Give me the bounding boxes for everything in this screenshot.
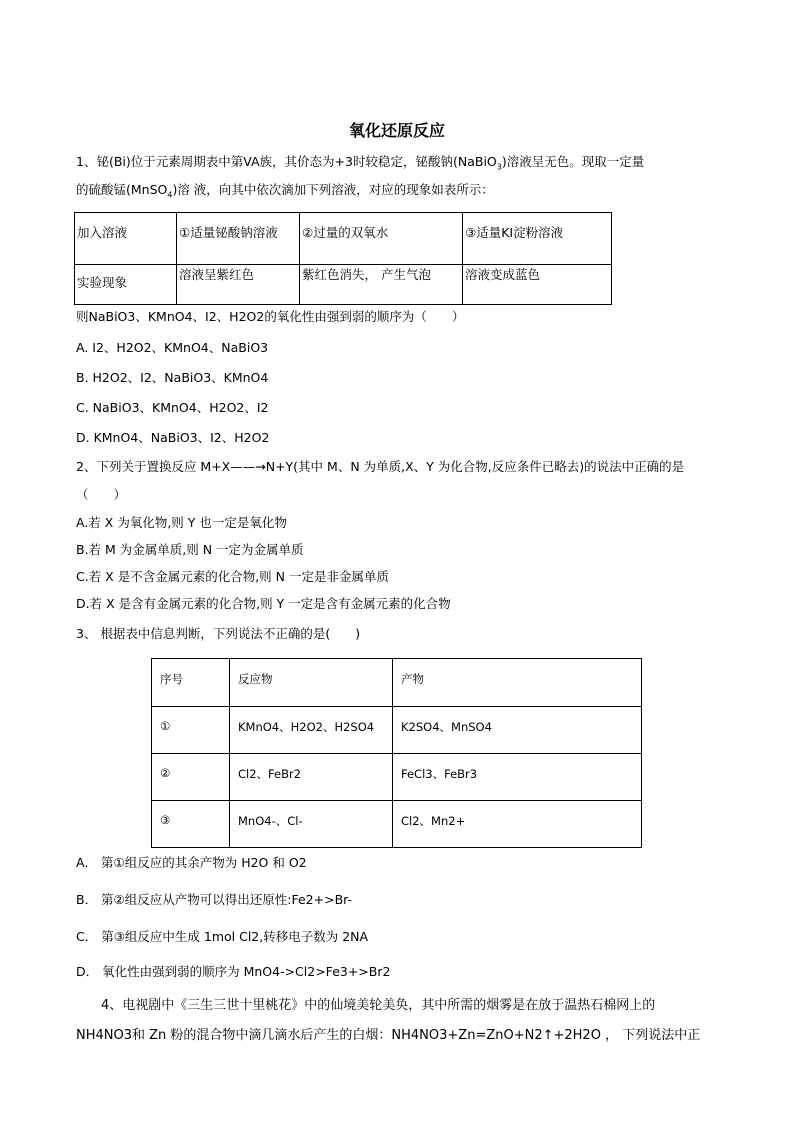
q1-cell: 溶液变成蓝色 xyxy=(463,265,612,305)
q2-option-d: D.若 X 是含有金属元素的化合物,则 Y 一定是含有金属元素的化合物 xyxy=(76,596,451,611)
q3-cell: ③ xyxy=(152,801,230,848)
q3-cell: MnO4-、Cl- xyxy=(230,801,393,848)
q1-line1 xyxy=(76,153,644,177)
q1-line2-sub: 4 xyxy=(167,190,173,200)
q3-cell: K2SO4、MnSO4 xyxy=(393,707,642,754)
q1-cell: ③适量KI淀粉溶液 xyxy=(463,213,612,265)
q3-cell: Cl2、Mn2+ xyxy=(393,801,642,848)
q1-line2 xyxy=(76,181,494,205)
q3-header-cell: 反应物 xyxy=(230,659,393,707)
q3-cell: ② xyxy=(152,754,230,801)
q1-option-d: D. KMnO4、NaBiO3、I2、H2O2 xyxy=(76,430,270,445)
q1-option-b: B. H2O2、I2、NaBiO3、KMnO4 xyxy=(76,370,269,385)
q3-header-cell: 产物 xyxy=(393,659,642,707)
q2-stem: 2、下列关于置换反应 M+X——→N+Y(其中 M、N 为单质,X、Y 为化合物,反应条件已略去)的说法中正确的是 xyxy=(76,459,685,474)
q1-cell: 紫红色消失， 产生气泡 xyxy=(300,265,463,305)
q3-cell: Cl2、FeBr2 xyxy=(230,754,393,801)
q1-cell: 加入溶液 xyxy=(75,213,177,265)
q1-table-row1 xyxy=(75,213,612,265)
q1-cell: ②过量的双氧水 xyxy=(300,213,463,265)
q3-option-c: C． 第③组反应中生成 1mol Cl2,转移电子数为 2NA xyxy=(76,929,369,944)
q2-option-a: A.若 X 为氧化物,则 Y 也一定是氧化物 xyxy=(76,515,287,530)
q2-paren: （ ） xyxy=(76,487,127,502)
q2-option-b: B.若 M 为金属单质,则 N 一定为金属单质 xyxy=(76,542,304,557)
q4-line1: 4、电视剧中《三生三世十里桃花》中的仙境美轮美奂，其中所需的烟雾是在放于温热石棉网上的 xyxy=(101,998,656,1013)
q1-line2-b: )溶 液，向其中依次滴加下列溶液，对应的现象如表所示： xyxy=(172,182,494,197)
q3-table-header xyxy=(152,659,642,707)
q1-line2-a: 的硫酸锰(MnSO xyxy=(76,182,168,197)
q1-line1-text: 1、铋(Bi)位于元素周期表中第VA族，其价态为+3时较稳定，铋酸钠(NaBiO xyxy=(76,154,497,169)
q4-line2: NH4NO3和 Zn 粉的混合物中滴几滴水后产生的白烟：NH4NO3+Zn=ZnO+N2↑+2H2O ， 下列说法中正 xyxy=(76,1028,701,1043)
q3-cell: KMnO4、H2O2、H2SO4 xyxy=(230,707,393,754)
q1-cell: 实验现象 xyxy=(75,265,177,305)
q3-option-d: D． 氧化性由强到弱的顺序为 MnO4->Cl2>Fe3+>Br2 xyxy=(76,964,391,979)
q1-line1-sub: 3 xyxy=(496,162,502,172)
q3-cell: FeCl3、FeBr3 xyxy=(393,754,642,801)
q3-stem: 3、 根据表中信息判断，下列说法不正确的是( ) xyxy=(76,626,361,641)
page-title: 氧化还原反应 xyxy=(348,121,445,140)
q2-option-c: C.若 X 是不含金属元素的化合物,则 N 一定是非金属单质 xyxy=(76,569,389,584)
q3-option-b: B． 第②组反应从产物可以得出还原性:Fe2+>Br- xyxy=(76,892,352,907)
q1-cell: 溶液呈紫红色 xyxy=(177,265,300,305)
q3-table-row xyxy=(152,801,642,848)
q1-table-row2 xyxy=(75,265,612,305)
q1-table xyxy=(74,212,612,305)
q3-table-row xyxy=(152,754,642,801)
q1-cell: ①适量铋酸钠溶液 xyxy=(177,213,300,265)
q3-option-a: A． 第①组反应的其余产物为 H2O 和 O2 xyxy=(76,855,307,870)
q1-line1-end: )溶液呈无色。现取一定量 xyxy=(501,154,645,169)
q1-option-c: C. NaBiO3、KMnO4、H2O2、I2 xyxy=(76,400,269,415)
q3-table-row xyxy=(152,707,642,754)
q3-header-cell: 序号 xyxy=(152,659,230,707)
q3-cell: ① xyxy=(152,707,230,754)
q1-question: 则NaBiO3、KMnO4、I2、H2O2的氧化性由强到弱的顺序为（ ） xyxy=(76,309,465,324)
q3-table xyxy=(151,658,642,848)
q1-option-a: A. I2、H2O2、KMnO4、NaBiO3 xyxy=(76,340,269,355)
